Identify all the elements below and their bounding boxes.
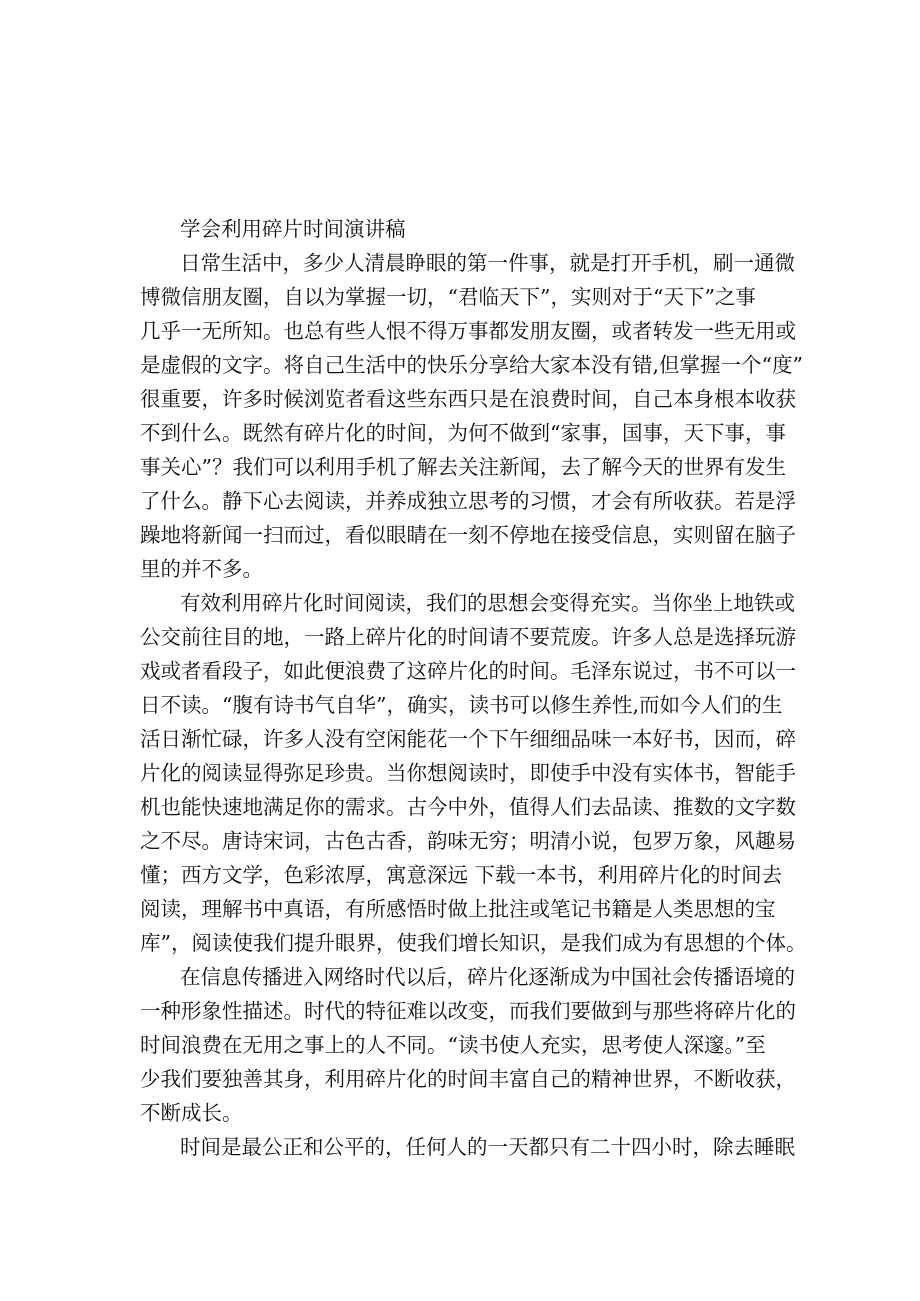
paragraph-line: 在信息传播进入网络时代以后，碎片化逐渐成为中国社会传播语境的: [180, 965, 795, 989]
paragraph-line: 日常生活中，多少人清晨睁眼的第一件事，就是打开手机，刷一通微: [180, 251, 795, 275]
paragraph-line: 事关心”？我们可以利用手机了解去关注新闻，去了解今天的世界有发生: [140, 455, 786, 479]
paragraph-line: 库”，阅读使我们提升眼界，使我们增长知识，是我们成为有思想的个体。: [140, 931, 807, 955]
paragraph-line: 戏或者看段子，如此便浪费了这碎片化的时间。毛泽东说过，书不可以一: [140, 659, 796, 683]
document-body: [140, 212, 807, 1164]
paragraph-line: 不到什么。既然有碎片化的时间，为何不做到“家事，国事，天下事，事: [140, 421, 786, 445]
paragraph-line: 一种形象性描述。时代的特征难以改变，而我们要做到与那些将碎片化的: [140, 999, 796, 1023]
paragraph-line: 日不读。“腹有诗书气自华”，确实，读书可以修生养性,而如今人们的生: [140, 693, 783, 717]
paragraph-3: [140, 960, 796, 1130]
paragraph-line: 活日渐忙碌，许多人没有空闲能花一个下午细细品味一本好书，因而，碎: [140, 727, 796, 751]
paragraph-line: 躁地将新闻一扫而过，看似眼睛在一刻不停地在接受信息，实则留在脑子: [140, 523, 796, 547]
paragraph-1: [140, 246, 803, 586]
paragraph-line: 片化的阅读显得弥足珍贵。当你想阅读时，即使手中没有实体书，智能手: [140, 761, 796, 785]
paragraph-line: 之不尽。唐诗宋词，古色古香，韵味无穷；明清小说，包罗万象，风趣易: [140, 829, 796, 853]
paragraph-line: 公交前往目的地，一路上碎片化的时间请不要荒废。许多人总是选择玩游: [140, 625, 796, 649]
paragraph-4: [140, 1130, 796, 1164]
paragraph-line: 博微信朋友圈，自以为掌握一切，“君临天下”，实则对于“天下”之事: [140, 285, 756, 309]
paragraph-line: 里的并不多。: [140, 557, 263, 581]
paragraph-line: 时间是最公正和公平的，任何人的一天都只有二十四小时，除去睡眠: [180, 1135, 795, 1159]
paragraph-line: 时间浪费在无用之事上的人不同。“读书使人充实，思考使人深邃。”至: [140, 1033, 766, 1057]
paragraph-line: 阅读，理解书中真语，有所感悟时做上批注或笔记书籍是人类思想的宝: [140, 897, 776, 921]
paragraph-2: [140, 586, 807, 960]
paragraph-line: 机也能快速地满足你的需求。古今中外，值得人们去品读、推数的文字数: [140, 795, 796, 819]
paragraph-line: 几乎一无所知。也总有些人恨不得万事都发朋友圈，或者转发一些无用或: [140, 319, 796, 343]
paragraph-line: 少我们要独善其身，利用碎片化的时间丰富自己的精神世界，不断收获，: [140, 1067, 796, 1091]
paragraph-line: 懂；西方文学，色彩浓厚，寓意深远 下载一本书，利用碎片化的时间去: [140, 863, 783, 887]
paragraph-line: 了什么。静下心去阅读，并养成独立思考的习惯，才会有所收获。若是浮: [140, 489, 796, 513]
paragraph-line: 是虚假的文字。将自己生活中的快乐分享给大家本没有错,但掌握一个“度”: [140, 353, 803, 377]
paragraph-line: 很重要，许多时候浏览者看这些东西只是在浪费时间，自己本身根本收获: [140, 387, 796, 411]
paragraph-line: 有效利用碎片化时间阅读，我们的思想会变得充实。当你坐上地铁或: [180, 591, 795, 615]
paragraph-line: 不断成长。: [140, 1101, 243, 1125]
document-title: 学会利用碎片时间演讲稿: [180, 217, 406, 241]
